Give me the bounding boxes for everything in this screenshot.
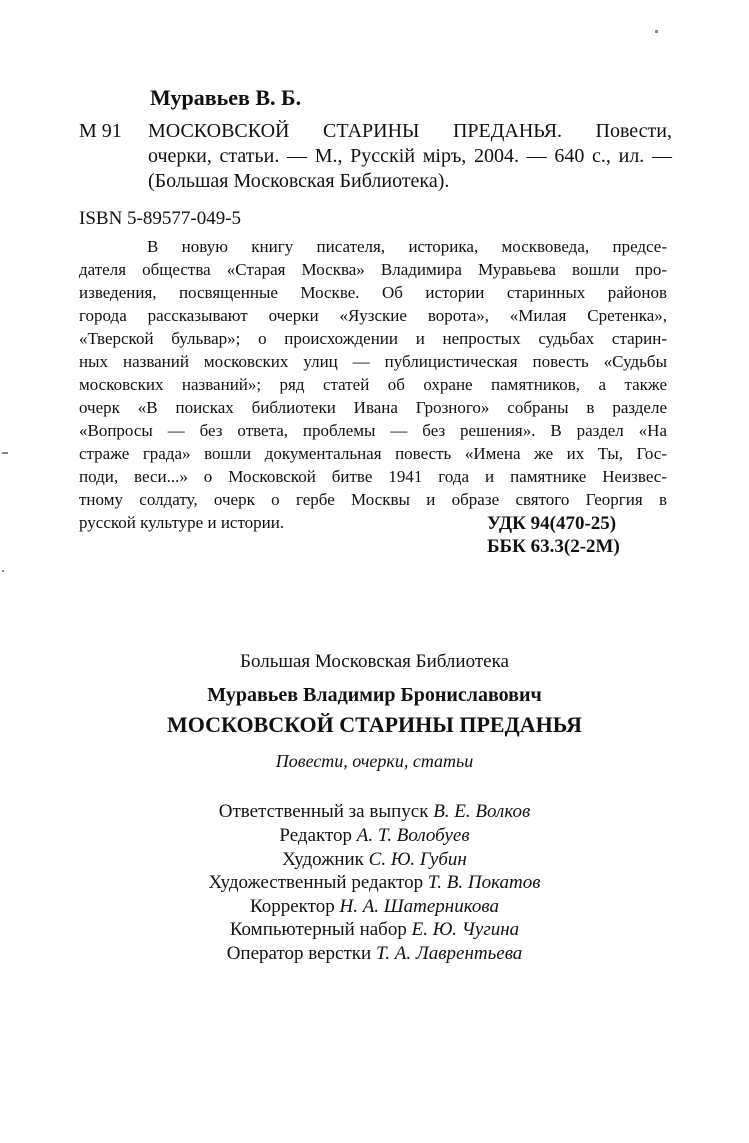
credit-role: Корректор	[250, 896, 335, 917]
scan-mark	[2, 452, 8, 454]
credit-person: С. Ю. Губин	[368, 849, 467, 870]
credit-person: А. Т. Волобуев	[356, 825, 470, 846]
credit-person: Т. А. Лаврентьева	[375, 943, 523, 964]
annotation-line: русской культуре и истории.	[79, 513, 285, 532]
catalog-entry-line-1: МОСКОВСКОЙ СТАРИНЫ ПРЕДАНЬЯ. Повести,	[148, 120, 672, 142]
annotation-line: ных названий московских улиц — публицистическая повесть «Судьбы	[79, 352, 667, 371]
credit-line	[0, 824, 749, 848]
credit-line	[0, 800, 749, 824]
bbk-code: ББК 63.3(2-2М)	[487, 536, 620, 557]
udk-code: УДК 94(470-25)	[487, 513, 617, 534]
annotation-line: «Вопросы — без ответа, проблемы — без решения». В раздел «На	[79, 421, 667, 440]
annotation-line: «Тверской бульвар»; о происхождении и непростых судьбах старин-	[79, 329, 667, 348]
classification-codes	[487, 512, 620, 558]
catalog-entry-line-2: очерки, статьи. — М., Русскiй мiръ, 2004. — 640 с., ил. —	[148, 145, 672, 167]
annotation-line: дателя общества «Старая Москва» Владимира Муравьева вошли про-	[79, 260, 667, 279]
annotation-line: московских названий»; ряд статей об охране памятников, а также	[79, 375, 667, 394]
credit-line	[0, 848, 749, 872]
credit-role: Оператор верстки	[226, 943, 372, 964]
book-title: МОСКОВСКОЙ СТАРИНЫ ПРЕДАНЬЯ	[167, 712, 582, 737]
annotation-line: города рассказывают очерки «Яузские ворота», «Милая Сретенка»,	[79, 306, 667, 325]
credit-role: Компьютерный набор	[229, 919, 407, 940]
scan-mark	[655, 30, 658, 33]
credit-line	[0, 895, 749, 919]
credit-line	[0, 918, 749, 942]
credit-role: Художественный редактор	[208, 872, 424, 893]
credit-role: Ответственный за выпуск	[218, 801, 429, 822]
credit-person: В. Е. Волков	[433, 801, 531, 822]
author-full-name: Муравьев Владимир Брониславович	[207, 684, 542, 706]
annotation-line: поди, веси...» о Московской битве 1941 года и памятнике Неизвес-	[79, 467, 667, 486]
credit-role: Художник	[282, 849, 364, 870]
credit-line	[0, 942, 749, 966]
catalog-entry-line-3: (Большая Московская Библиотека).	[148, 170, 450, 192]
credit-person: Е. Ю. Чугина	[411, 919, 520, 940]
catalog-author: Муравьев В. Б.	[150, 85, 302, 110]
genre-subtitle: Повести, очерки, статьи	[275, 751, 474, 771]
credit-line	[0, 871, 749, 895]
credit-person: Т. В. Покатов	[427, 872, 541, 893]
scan-mark	[2, 570, 4, 572]
annotation-line: изведения, посвященные Москве. Об истории старинных районов	[79, 283, 667, 302]
series-name: Большая Московская Библиотека	[240, 651, 509, 672]
credit-person: Н. А. Шатерникова	[339, 896, 499, 917]
annotation-line: тному солдату, очерк о гербе Москвы и образе святого Георгия в	[79, 490, 667, 509]
catalog-code: М 91	[79, 120, 122, 142]
annotation-line: В новую книгу писателя, историка, москвоведа, предсе-	[147, 237, 667, 256]
credit-role: Редактор	[279, 825, 353, 846]
annotation-line: страже града» вошли документальная повесть «Имена же их Ты, Гос-	[79, 444, 667, 463]
annotation-line: очерк «В поисках библиотеки Ивана Грозного» собраны в разделе	[79, 398, 667, 417]
isbn: ISBN 5-89577-049-5	[79, 208, 242, 229]
